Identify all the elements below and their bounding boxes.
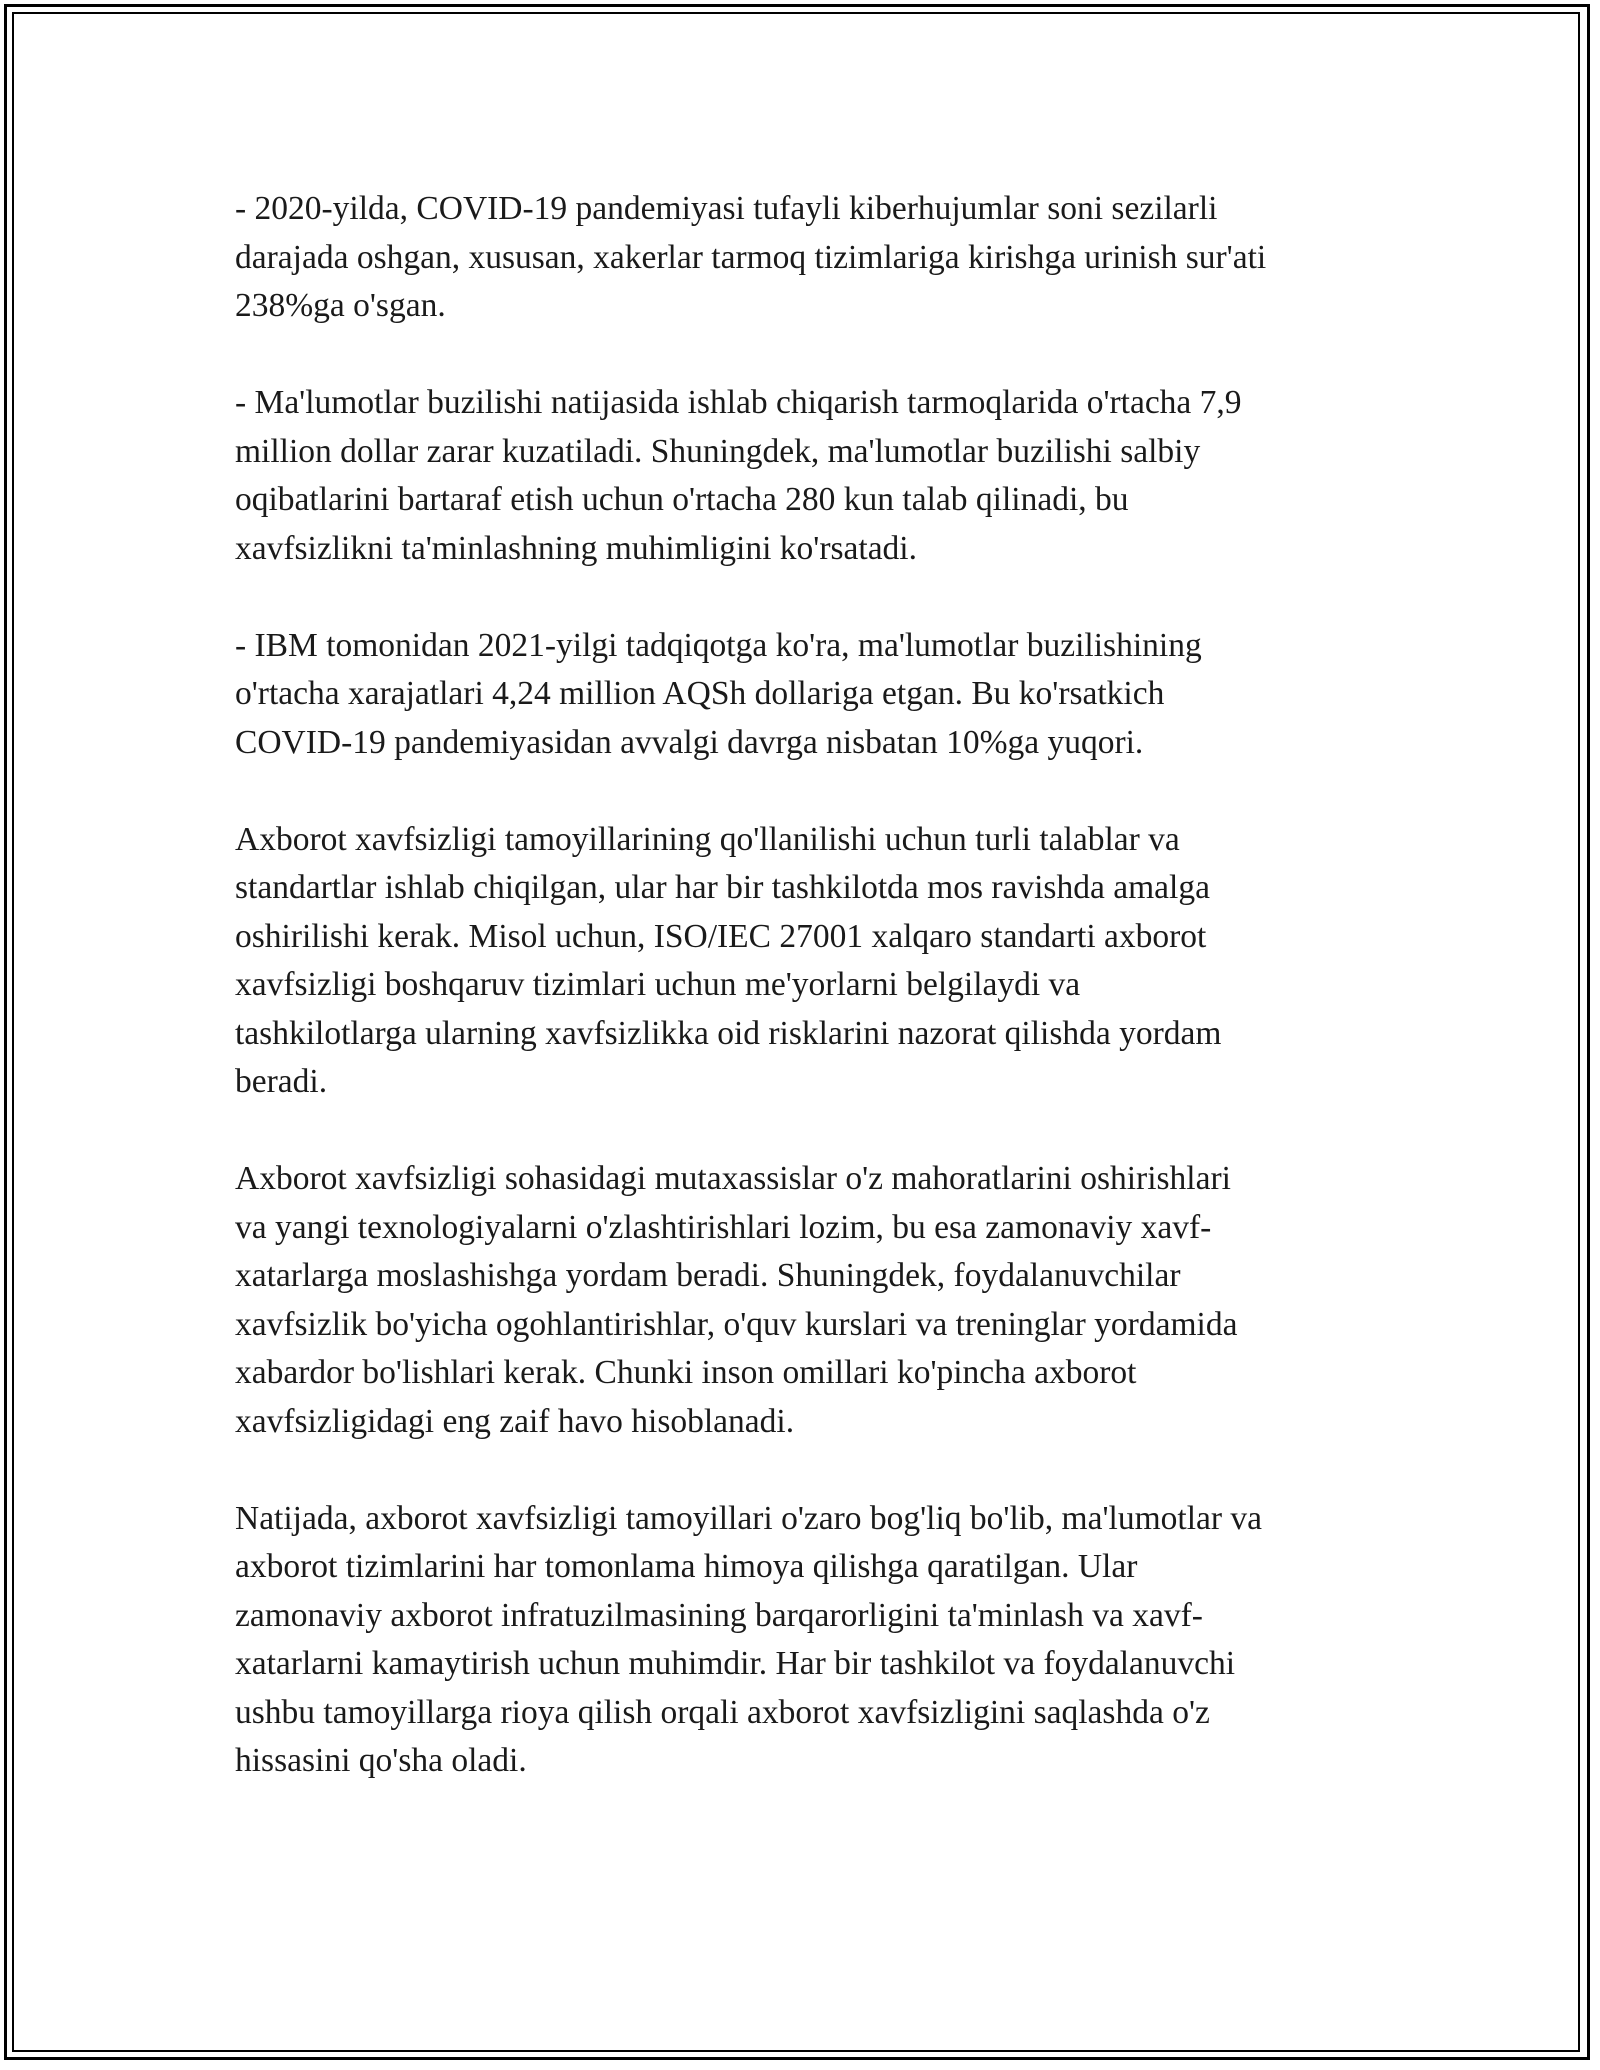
paragraph-ibm-study: - IBM tomonidan 2021-yilgi tadqiqotga ko'ra, ma'lumotlar buzilishining o'rtacha xarajatlari 4,24 million AQSh dollariga etgan. Bu ko'rsatkich COVID-19 pandemiyasidan avvalgi davrga nisbatan 10%ga yuqori.: [235, 626, 1202, 761]
paragraph-covid-cyberattacks: - 2020-yilda, COVID-19 pandemiyasi tufayli kiberhujumlar soni sezilarli darajada oshgan, xususan, xakerlar tarmoq tizimlariga kirishga urinish sur'ati 238%ga o'sgan.: [235, 190, 1267, 324]
paragraph-data-breach-costs: - Ma'lumotlar buzilishi natijasida ishlab chiqarish tarmoqlarida o'rtacha 7,9 million dollar zarar kuzatiladi. Shuningdek, ma'lumotlar buzilishi salbiy oqibatlarini bartaraf etish uchun o'rtacha 280 kun talab qilinadi, bu xavfsizlikni ta'minlashning muhimligini ko'rsatadi.: [235, 384, 1242, 567]
paragraph-specialists-training: Axborot xavfsizligi sohasidagi mutaxassislar o'z mahoratlarini oshirishlari va yangi texnologiyalarni o'zlashtirishlari lozim, bu esa zamonaviy xavf- xatarlarga moslashishga yordam beradi. Shuningdek, foydalanuvchilar xavfsizlik bo'yicha ogohlantirishlar, o'quv kurslari va treninglar yordamida xabardor bo'lishlari kerak. Chunki inson omillari ko'pincha axborot xavfsizligidagi eng zaif havo hisoblanadi.: [235, 1160, 1238, 1440]
paragraph-conclusion: Natijada, axborot xavfsizligi tamoyillari o'zaro bog'liq bo'lib, ma'lumotlar va axborot tizimlarini har tomonlama himoya qilishga qaratilgan. Ular zamonaviy axborot infratuzilmasining barqarorligini ta'minlash va xavf- xatarlarni kamaytirish uchun muhimdir. Har bir tashkilot va foydalanuvchi ushbu tamoyillarga rioya qilish orqali axborot xavfsizligini saqlashda o'z hissasini qo'sha oladi.: [235, 1499, 1263, 1779]
paragraph-iso-standards: Axborot xavfsizligi tamoyillarining qo'llanilishi uchun turli talablar va standartlar ishlab chiqilgan, ular har bir tashkilotda mos ravishda amalga oshirilishi kerak. Misol uchun, ISO/IEC 27001 xalqaro standarti axborot xavfsizligi boshqaruv tizimlari uchun me'yorlarni belgilaydi va tashkilotlarga ularning xavfsizlikka oid risklarini nazorat qilishda yordam beradi.: [235, 820, 1222, 1100]
document-body: [235, 185, 1375, 1786]
